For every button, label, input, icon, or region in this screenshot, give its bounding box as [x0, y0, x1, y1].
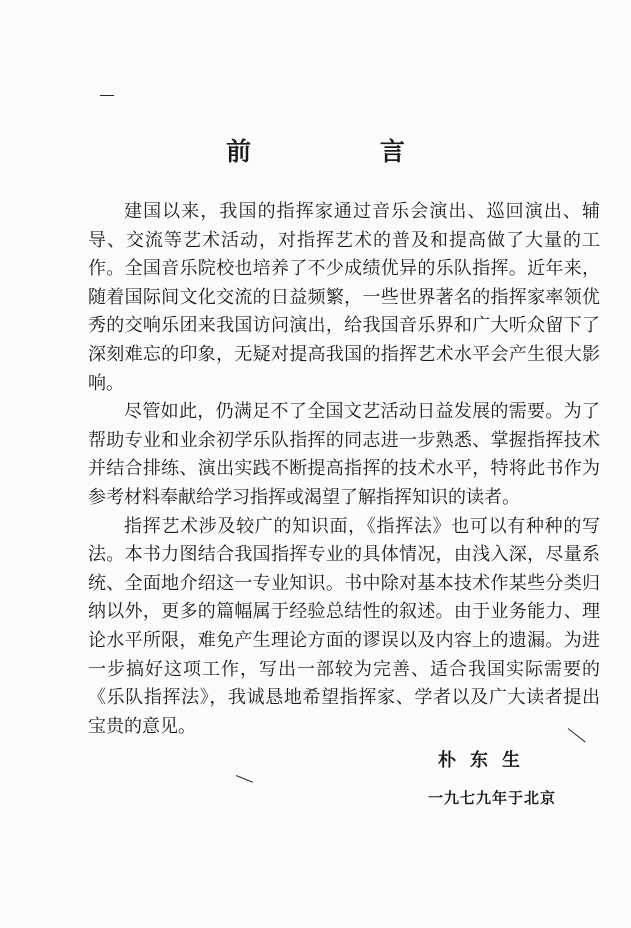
- scan-mark-left: [236, 775, 253, 783]
- paragraph-3: 指挥艺术涉及较广的知识面，《指挥法》也可以有种种的写法。本书力图结合我国指挥专业的具体情况，由浅入深，尽量系统、全面地介绍这一专业知识。书中除对基本技术作某些分类归纳以外，更多的篇幅属于经验总结性的叙述。由于业务能力、理论水平所限，难免产生理论方面的谬误以及内容上的遗漏。为进一步搞好这项工作，写出一部较为完善、适合我国实际需要的《乐队指挥法》，我诚恳地希望指挥家、学者以及广大读者提出宝贵的意见。: [88, 515, 600, 737]
- page-title: 前 言: [226, 137, 465, 166]
- paragraph-2: 尽管如此，仍满足不了全国文艺活动日益发展的需要。为了帮助专业和业余初学乐队指挥的同志进一步熟悉、掌握指挥技术并结合排练、演出实践不断提高指挥的技术水平，特将此书作为参考材料奉献给学习指挥或渴望了解指挥知识的读者。: [88, 401, 600, 508]
- scan-mark-top: [100, 95, 114, 96]
- preface-body: [88, 198, 600, 741]
- paragraph-1: 建国以来，我国的指挥家通过音乐会演出、巡回演出、辅导、交流等艺术活动，对指挥艺术的普及和提高做了大量的工作。全国音乐院校也培养了不少成绩优异的乐队指挥。近年来，随着国际间文化交流的日益频繁，一些世界著名的指挥家率领优秀的交响乐团来我国访问演出，给我国音乐界和广大听众留下了深刻难忘的印象，无疑对提高我国的指挥艺术水平会产生很大影响。: [88, 201, 600, 394]
- signature-date: 一九七九年于北京: [428, 789, 557, 807]
- author-signature: 朴东生: [438, 750, 534, 771]
